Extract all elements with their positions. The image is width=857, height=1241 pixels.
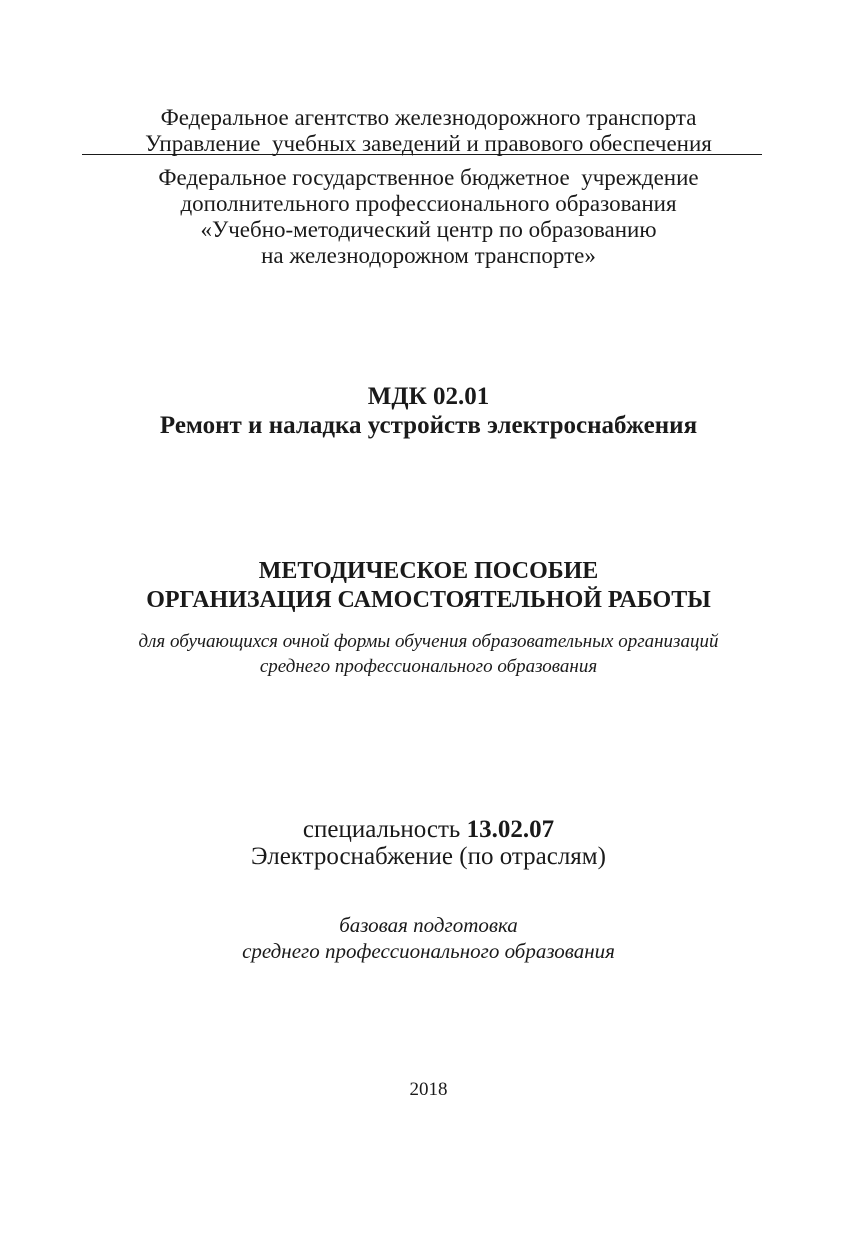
agency-name: Федеральное агентство железнодорожного транспорта [160, 105, 697, 130]
manual-title-line-2: ОРГАНИЗАЦИЯ САМОСТОЯТЕЛЬНОЙ РАБОТЫ [146, 587, 711, 613]
training-line-1: базовая подготовка [339, 913, 518, 937]
specialty-code: 13.02.07 [466, 816, 555, 843]
institution-line-1: Федеральное государственное бюджетное учреждение [158, 165, 699, 190]
manual-title-line-1: МЕТОДИЧЕСКОЕ ПОСОБИЕ [258, 558, 599, 584]
publication-year: 2018 [409, 1079, 448, 1100]
audience-line-2: среднего профессионального образования [259, 656, 598, 677]
institution-line-4: на железнодорожном транспорте» [261, 243, 596, 268]
course-name: Ремонт и наладка устройств электроснабжения [159, 412, 698, 439]
specialty-name: Электроснабжение (по отраслям) [251, 843, 606, 870]
specialty-line [0, 817, 857, 842]
department-name: Управление учебных заведений и правового обеспечения [145, 131, 712, 156]
specialty-label: специальность [302, 816, 461, 843]
institution-line-2: дополнительного профессионального образования [180, 191, 677, 216]
audience-line-1: для обучающихся очной формы обучения образовательных организаций [138, 631, 719, 652]
institution-line-3: «Учебно-методический центр по образованию [200, 217, 657, 242]
training-line-2: среднего профессионального образования [242, 939, 615, 963]
header-divider [82, 154, 762, 155]
course-code: МДК 02.01 [367, 383, 490, 410]
